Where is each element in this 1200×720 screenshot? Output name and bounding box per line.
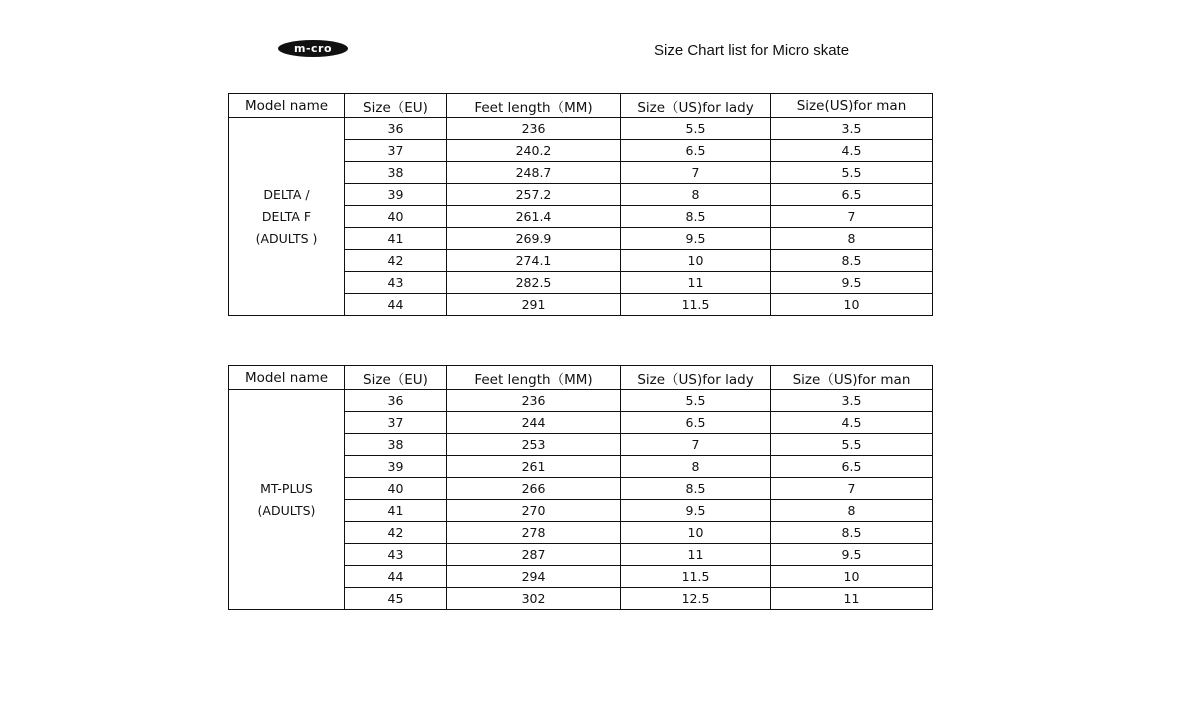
size-us-man-cell: 6.5: [771, 456, 933, 478]
size-us-man-cell: 10: [771, 294, 933, 316]
size-eu-cell: 37: [345, 140, 447, 162]
size-us-man-cell: 3.5: [771, 390, 933, 412]
size-us-man-cell: 10: [771, 566, 933, 588]
size-eu-cell: 36: [345, 118, 447, 140]
col-header-size-eu: Size（EU): [345, 94, 447, 118]
feet-length-cell: 287: [447, 544, 621, 566]
size-eu-cell: 44: [345, 294, 447, 316]
feet-length-cell: 278: [447, 522, 621, 544]
model-name-cell: [229, 118, 345, 316]
size-us-lady-cell: 12.5: [621, 588, 771, 610]
size-us-man-cell: 8: [771, 500, 933, 522]
size-us-lady-cell: 10: [621, 522, 771, 544]
size-us-lady-cell: 10: [621, 250, 771, 272]
size-eu-cell: 37: [345, 412, 447, 434]
size-eu-cell: 43: [345, 544, 447, 566]
size-eu-cell: 38: [345, 162, 447, 184]
col-header-feet-length: Feet length（MM): [447, 94, 621, 118]
size-eu-cell: 39: [345, 456, 447, 478]
size-eu-cell: 41: [345, 500, 447, 522]
size-us-lady-cell: 11: [621, 544, 771, 566]
size-us-lady-cell: 6.5: [621, 412, 771, 434]
feet-length-cell: 240.2: [447, 140, 621, 162]
col-header-size-us-man: Size(US)for man: [771, 94, 933, 118]
micro-logo: m-cro: [278, 40, 348, 57]
size-us-man-cell: 4.5: [771, 412, 933, 434]
size-us-man-cell: 5.5: [771, 434, 933, 456]
feet-length-cell: 266: [447, 478, 621, 500]
size-us-man-cell: 11: [771, 588, 933, 610]
col-header-size-us-lady: Size（US)for lady: [621, 366, 771, 390]
col-header-size-us-man: Size（US)for man: [771, 366, 933, 390]
size-eu-cell: 40: [345, 206, 447, 228]
size-us-lady-cell: 11.5: [621, 294, 771, 316]
feet-length-cell: 236: [447, 390, 621, 412]
model-name-line: MT-PLUS: [260, 480, 313, 496]
col-header-model-name: Model name: [229, 366, 345, 390]
size-us-man-cell: 7: [771, 206, 933, 228]
feet-length-cell: 236: [447, 118, 621, 140]
size-eu-cell: 41: [345, 228, 447, 250]
table-row: [229, 390, 933, 412]
size-us-lady-cell: 7: [621, 162, 771, 184]
feet-length-cell: 294: [447, 566, 621, 588]
size-us-lady-cell: 8.5: [621, 206, 771, 228]
size-us-man-cell: 7: [771, 478, 933, 500]
col-header-size-eu: Size（EU): [345, 366, 447, 390]
size-us-lady-cell: 5.5: [621, 118, 771, 140]
size-eu-cell: 42: [345, 522, 447, 544]
size-us-lady-cell: 6.5: [621, 140, 771, 162]
size-us-man-cell: 9.5: [771, 272, 933, 294]
col-header-size-us-lady: Size（US)for lady: [621, 94, 771, 118]
feet-length-cell: 253: [447, 434, 621, 456]
feet-length-cell: 261.4: [447, 206, 621, 228]
model-name-line: (ADULTS): [257, 502, 316, 518]
table-header-row: [229, 366, 933, 390]
feet-length-cell: 291: [447, 294, 621, 316]
size-table-mt-plus: [228, 365, 933, 610]
size-us-lady-cell: 8: [621, 456, 771, 478]
col-header-model-name: Model name: [229, 94, 345, 118]
page-title: Size Chart list for Micro skate: [654, 42, 850, 59]
size-eu-cell: 44: [345, 566, 447, 588]
model-name-cell: [229, 390, 345, 610]
size-us-man-cell: 5.5: [771, 162, 933, 184]
feet-length-cell: 302: [447, 588, 621, 610]
feet-length-cell: 269.9: [447, 228, 621, 250]
feet-length-cell: 274.1: [447, 250, 621, 272]
size-eu-cell: 42: [345, 250, 447, 272]
size-us-lady-cell: 11.5: [621, 566, 771, 588]
feet-length-cell: 257.2: [447, 184, 621, 206]
size-eu-cell: 45: [345, 588, 447, 610]
feet-length-cell: 282.5: [447, 272, 621, 294]
size-eu-cell: 43: [345, 272, 447, 294]
size-us-lady-cell: 9.5: [621, 228, 771, 250]
feet-length-cell: 244: [447, 412, 621, 434]
size-eu-cell: 38: [345, 434, 447, 456]
size-us-lady-cell: 8.5: [621, 478, 771, 500]
size-us-man-cell: 8: [771, 228, 933, 250]
size-us-man-cell: 9.5: [771, 544, 933, 566]
size-eu-cell: 40: [345, 478, 447, 500]
size-us-man-cell: 6.5: [771, 184, 933, 206]
col-header-feet-length: Feet length（MM): [447, 366, 621, 390]
size-us-lady-cell: 9.5: [621, 500, 771, 522]
size-table-delta: [228, 93, 933, 316]
size-us-man-cell: 3.5: [771, 118, 933, 140]
size-us-lady-cell: 11: [621, 272, 771, 294]
table-row: [229, 118, 933, 140]
feet-length-cell: 248.7: [447, 162, 621, 184]
size-eu-cell: 36: [345, 390, 447, 412]
size-us-lady-cell: 7: [621, 434, 771, 456]
size-eu-cell: 39: [345, 184, 447, 206]
table-header-row: [229, 94, 933, 118]
model-name-line: DELTA /: [263, 186, 310, 202]
feet-length-cell: 270: [447, 500, 621, 522]
size-us-lady-cell: 5.5: [621, 390, 771, 412]
model-name-line: DELTA F: [261, 208, 312, 224]
model-name-line: (ADULTS ): [255, 230, 318, 246]
size-us-man-cell: 8.5: [771, 522, 933, 544]
feet-length-cell: 261: [447, 456, 621, 478]
size-us-man-cell: 4.5: [771, 140, 933, 162]
size-us-man-cell: 8.5: [771, 250, 933, 272]
size-us-lady-cell: 8: [621, 184, 771, 206]
